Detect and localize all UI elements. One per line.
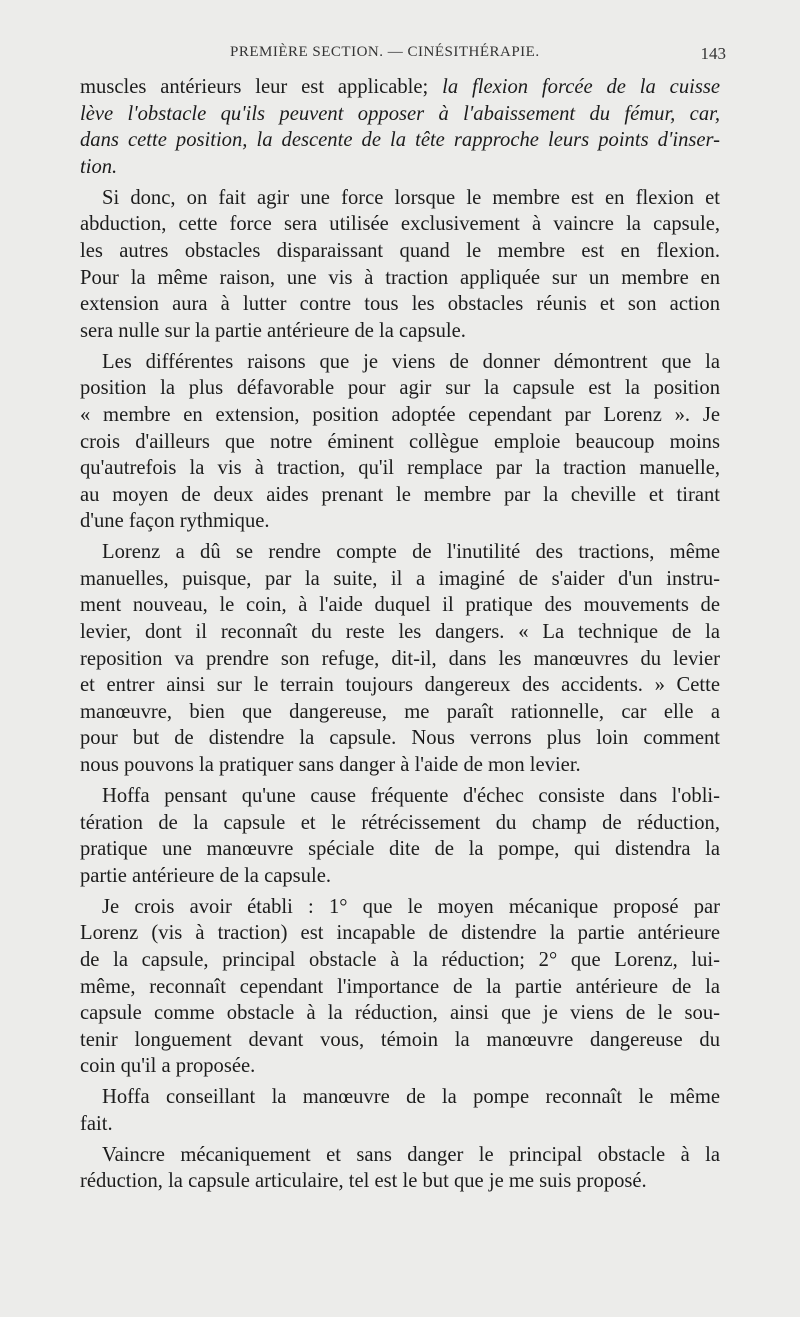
- text-line: et entrer ainsi sur le terrain toujours dangereux des accidents. » Cette: [80, 674, 720, 697]
- text-line: Hoffa pensant qu'une cause fréquente d'échec consiste dans l'obli-: [102, 785, 720, 807]
- page-header: [80, 44, 726, 68]
- text-line: tération de la capsule et le rétrécissement du champ de réduction,: [80, 811, 720, 834]
- text-line: Pour la même raison, une vis à traction appliquée sur un membre en: [80, 266, 720, 289]
- text-line: Lorenz a dû se rendre compte de l'inutilité des tractions, même: [102, 541, 720, 564]
- text-line: réduction, la capsule articulaire, tel est le but que je me suis proposé.: [80, 1170, 647, 1193]
- text-line: dans cette position, la descente de la tête rapproche leurs points d'inser-: [80, 129, 720, 152]
- text-line: tion.: [80, 155, 118, 178]
- text-line: ment nouveau, le coin, à l'aide duquel il pratique des mouvements de: [80, 594, 720, 617]
- text-line: manuelles, puisque, par la suite, il a imaginé de s'aider d'un instru-: [80, 567, 720, 590]
- text-line: pour but de distendre la capsule. Nous verrons plus loin comment: [80, 727, 720, 750]
- text-line: Lorenz (vis à traction) est incapable de distendre la partie antérieure: [80, 922, 720, 945]
- text-line: extension aura à lutter contre tous les obstacles réunis et son action: [80, 293, 720, 316]
- text-line: abduction, cette force sera utilisée exclusivement à vaincre la capsule,: [80, 213, 720, 236]
- text-line: coin qu'il a proposée.: [80, 1055, 256, 1078]
- text-line: d'une façon rythmique.: [80, 510, 270, 533]
- paragraph: [80, 783, 720, 889]
- text-line: « membre en extension, position adoptée cependant par Lorenz ». Je: [80, 403, 720, 426]
- text-line: les autres obstacles disparaissant quand le membre est en flexion.: [80, 239, 720, 262]
- text-line: position la plus défavorable pour agir sur la capsule est la position: [80, 377, 720, 400]
- text-line: pratique une manœuvre spéciale dite de la pompe, qui distendra la: [80, 838, 720, 861]
- text-line: Vaincre mécaniquement et sans danger le principal obstacle à la: [102, 1143, 720, 1166]
- text-line: partie antérieure de la capsule.: [80, 864, 331, 887]
- body-text: [80, 74, 720, 1199]
- page-number: 143: [700, 44, 726, 63]
- text-line: Je crois avoir établi : 1° que le moyen mécanique proposé par: [102, 895, 720, 918]
- text-line: Si donc, on fait agir une force lorsque le membre est en flexion et: [102, 186, 720, 209]
- text-line: levier, dont il reconnaît du reste les dangers. « La technique de la: [80, 621, 720, 644]
- paragraph: [80, 74, 720, 180]
- text-line: lève l'obstacle qu'ils peuvent opposer à l'abaissement du fémur, car,: [80, 102, 720, 125]
- text-line: Hoffa conseillant la manœuvre de la pompe reconnaît le même: [102, 1086, 720, 1109]
- text-line: reposition va prendre son refuge, dit-il, dans les manœuvres du levier: [80, 647, 720, 670]
- paragraph: [80, 1142, 720, 1195]
- text-line: au moyen de deux aides prenant le membre par la cheville et tirant: [80, 483, 720, 506]
- text-line: de la capsule, principal obstacle à la réduction; 2° que Lorenz, lui-: [80, 948, 720, 971]
- paragraph: [80, 185, 720, 345]
- text-line: nous pouvons la pratiquer sans danger à l'aide de mon levier.: [80, 754, 581, 777]
- paragraph: [80, 539, 720, 778]
- text-line: même, reconnaît cependant l'importance de la partie antérieure de la: [80, 975, 720, 998]
- text-line: fait.: [80, 1112, 113, 1135]
- text-line: crois d'ailleurs que notre éminent collègue emploie beaucoup moins: [80, 430, 720, 453]
- paragraph: [80, 349, 720, 535]
- running-head: PREMIÈRE SECTION. — CINÉSITHÉRAPIE.: [230, 44, 540, 60]
- text-line: capsule comme obstacle à la réduction, ainsi que je viens de le sou-: [80, 1002, 720, 1025]
- text-line: Les différentes raisons que je viens de donner démontrent que la: [102, 350, 720, 373]
- text-line: tenir longuement devant vous, témoin la manœuvre dangereuse du: [80, 1028, 720, 1051]
- text-line: sera nulle sur la partie antérieure de la capsule.: [80, 319, 466, 342]
- text-line: qu'autrefois la vis à traction, qu'il remplace par la traction manuelle,: [80, 457, 720, 480]
- text-line: muscles antérieurs leur est applicable; la flexion forcée de la cuisse: [80, 76, 721, 98]
- text-line: manœuvre, bien que dangereuse, me paraît rationnelle, car elle a: [80, 700, 720, 723]
- paragraph: [80, 894, 720, 1080]
- paragraph: [80, 1084, 720, 1137]
